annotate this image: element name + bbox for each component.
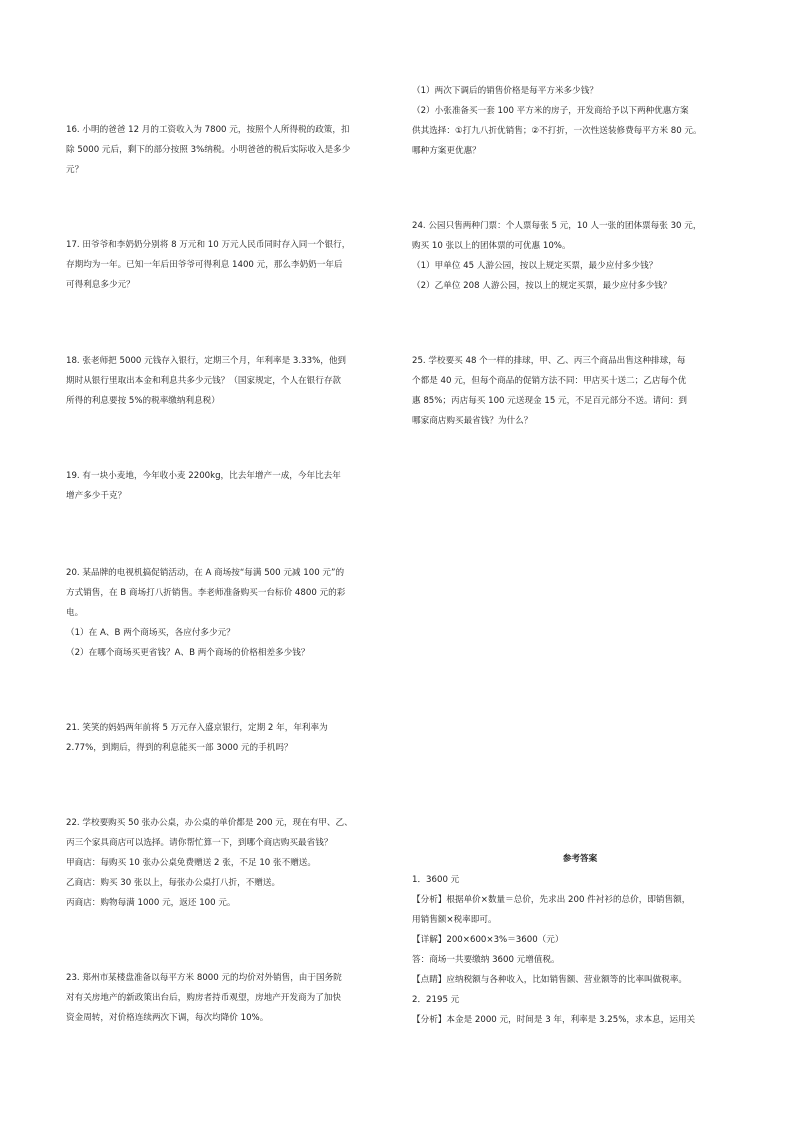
answer-line-3: 用销售额×税率即可。 — [412, 915, 497, 925]
question-20 — [66, 563, 406, 663]
question-23-part-1: （1）两次下调后的销售价格是每平方米多少钱？ — [412, 86, 598, 96]
question-19-line-1: 19. 有一块小麦地，今年收小麦 2200kg，比去年增产一成，今年比去年 — [66, 471, 341, 481]
question-23-line-2: 对有关房地产的新政策出台后，购房者持币观望，房地产开发商为了加快 — [66, 993, 342, 1003]
answers-section — [412, 870, 748, 1030]
question-24-line-3: （1）甲单位 45 人游公园，按以上规定买票，最少应付多少钱？ — [412, 261, 658, 271]
question-16 — [66, 120, 406, 180]
question-20-line-2: 方式销售，在 B 商场打八折销售。李老师准备购买一台标价 4800 元的彩 — [66, 588, 346, 598]
question-25-line-1: 25. 学校要买 48 个一样的排球，甲、乙、丙三个商品出售这种排球，每 — [412, 356, 686, 366]
question-20-line-4: （1）在 A、B 两个商场买，各应付多少元？ — [66, 628, 235, 638]
question-23-part-2-line-3: 哪种方案更优惠？ — [412, 146, 481, 156]
answer-line-5: 答：商场一共要缴纳 3600 元增值税。 — [412, 955, 560, 965]
question-24-line-2: 购买 10 张以上的团体票的可优惠 10%。 — [412, 241, 571, 251]
question-18-line-3: 所得的利息要按 5%的税率缴纳利息税） — [66, 396, 220, 406]
question-21-line-2: 2.77%，到期后，得到的利息能买一部 3000 元的手机吗？ — [66, 743, 293, 753]
question-23-continued — [412, 81, 748, 161]
question-21-line-1: 21. 笑笑的妈妈两年前将 5 万元存入盛京银行，定期 2 年，年利率为 — [66, 723, 328, 733]
question-20-line-1: 20. 某品牌的电视机搞促销活动，在 A 商场按“每满 500 元减 100 元”的 — [66, 568, 345, 578]
question-22-line-2: 丙三个家具商店可以选择。请你帮忙算一下，到哪个商店购买最省钱？ — [66, 838, 333, 848]
question-23-line-3: 资金周转，对价格连续两次下调，每次均降价 10%。 — [66, 1013, 269, 1023]
question-16-line-3: 元？ — [66, 165, 84, 175]
question-22-line-1: 22. 学校要购买 50 张办公桌，办公桌的单价都是 200 元，现在有甲、乙、 — [66, 818, 353, 828]
question-22-line-5: 丙商店：购物每满 1000 元，返还 100 元。 — [66, 898, 236, 908]
answers-title: 参考答案 — [562, 854, 598, 864]
question-17-line-2: 存期均为一年。已知一年后田爷爷可得利息 1400 元，那么李奶奶一年后 — [66, 260, 343, 270]
question-23-part-2-line-2: 供其选择：①打九八折优销售；②不打折，一次性送装修费每平方米 80 元。 — [412, 126, 702, 136]
question-17 — [66, 235, 406, 295]
question-25 — [412, 351, 748, 431]
answer-line-8: 【分析】本金是 2000 元，时间是 3 年，利率是 3.25%，求本息，运用关 — [412, 1015, 696, 1025]
question-25-line-2: 个都是 40 元，但每个商品的促销方法不同：甲店买十送二；乙店每个优 — [412, 376, 687, 386]
question-25-line-4: 哪家商店购买最省钱？为什么？ — [412, 416, 533, 426]
question-17-line-1: 17. 田爷爷和李奶奶分别将 8 万元和 10 万元人民币同时存入同一个银行， — [66, 240, 351, 250]
question-23 — [66, 968, 406, 1028]
question-25-line-3: 惠 85%；丙店每买 100 元送现金 15 元，不足百元部分不送。请问：到 — [412, 396, 687, 406]
question-24-line-4: （2）乙单位 208 人游公园，按以上的规定买票，最少应付多少钱？ — [412, 281, 672, 291]
question-23-line-1: 23. 郑州市某楼盘准备以每平方米 8000 元的均价对外销售，由于国务院 — [66, 973, 342, 983]
question-22-line-4: 乙商店：购买 30 张以上，每张办公桌打八折，不赠送。 — [66, 878, 281, 888]
answer-line-4: 【详解】200×600×3%＝3600（元） — [412, 935, 564, 945]
question-16-line-2: 除 5000 元后，剩下的部分按照 3%纳税。小明爸爸的税后实际收入是多少 — [66, 145, 351, 155]
question-20-line-3: 电。 — [66, 608, 84, 618]
question-18-line-1: 18. 张老师把 5000 元钱存入银行，定期三个月，年利率是 3.33%，他到 — [66, 356, 347, 366]
question-22-line-3: 甲商店：每购买 10 张办公桌免费赠送 2 张，不足 10 张不赠送。 — [66, 858, 316, 868]
question-21 — [66, 718, 406, 758]
question-24-line-1: 24. 公园只售两种门票：个人票每张 5 元，10 人一张的团体票每张 30 元， — [412, 221, 702, 231]
question-22 — [66, 813, 406, 913]
question-23-part-2-line-1: （2）小张准备买一套 100 平方米的房子，开发商给予以下两种优惠方案 — [412, 106, 689, 116]
answer-line-2: 【分析】根据单价×数量＝总价，先求出 200 件衬衫的总价，即销售额， — [412, 895, 691, 905]
question-24 — [412, 216, 748, 296]
question-19 — [66, 466, 406, 506]
answer-line-1: 1．3600 元 — [412, 875, 460, 885]
question-19-line-2: 增产多少千克？ — [66, 491, 127, 501]
question-20-line-5: （2）在哪个商场买更省钱？A、B 两个商场的价格相差多少钱？ — [66, 648, 310, 658]
question-18 — [66, 351, 406, 411]
answer-line-7: 2．2195 元 — [412, 995, 460, 1005]
question-16-line-1: 16. 小明的爸爸 12 月的工资收入为 7800 元，按照个人所得税的政策，扣 — [66, 125, 350, 135]
question-18-line-2: 期时从银行里取出本金和利息共多少元钱？（国家规定，个人在银行存款 — [66, 376, 342, 386]
answer-line-6: 【点睛】应纳税额与各种收入，比如销售额、营业额等的比率叫做税率。 — [412, 975, 688, 985]
question-17-line-3: 可得利息多少元？ — [66, 280, 135, 290]
